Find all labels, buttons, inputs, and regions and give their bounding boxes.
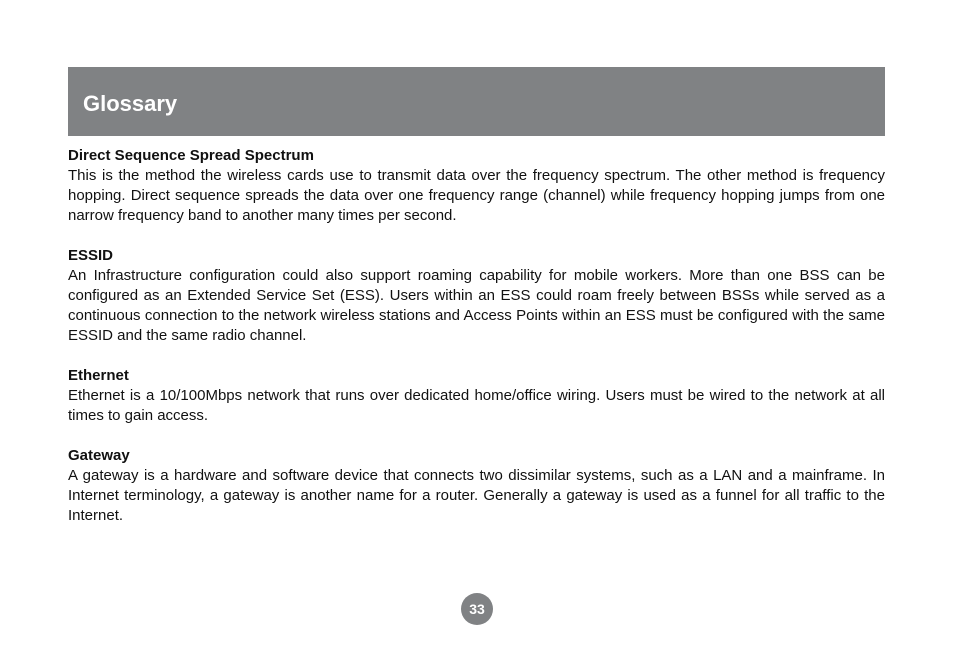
glossary-term: Gateway	[68, 447, 130, 464]
glossary-definition: This is the method the wireless cards use to transmit data over the frequency spectrum. The other method is frequency hopping. Direct sequence spreads the data over one frequency range (channel) while frequency hopping jumps from one narrow frequency band to another many times per second.	[68, 167, 885, 224]
page-title: Glossary	[83, 91, 178, 116]
glossary-header-bar	[68, 67, 885, 136]
glossary-term: Ethernet	[68, 367, 129, 384]
glossary-entry-dsss	[68, 146, 885, 226]
glossary-definition: An Infrastructure configuration could also support roaming capability for mobile workers. More than one BSS can be configured as an Extended Service Set (ESS). Users within an ESS could roam freely between BSSs while served as a continuous connection to the network wireless stations and Access Points within an ESS must be configured with the same ESSID and the same radio channel.	[68, 267, 885, 344]
glossary-definition: A gateway is a hardware and software device that connects two dissimilar systems, such as a LAN and a mainframe. In Internet terminology, a gateway is another name for a router. Generally a gateway is used as a funnel for all traffic to the Internet.	[68, 467, 885, 524]
glossary-entry-gateway	[68, 446, 885, 526]
page-number-badge: 33	[461, 593, 493, 625]
glossary-definition: Ethernet is a 10/100Mbps network that runs over dedicated home/office wiring. Users must be wired to the network at all times to gain access.	[68, 387, 885, 424]
glossary-entry-ethernet	[68, 366, 885, 426]
glossary-entry-essid	[68, 246, 885, 346]
glossary-term: Direct Sequence Spread Spectrum	[68, 147, 314, 164]
glossary-content	[68, 146, 885, 546]
glossary-term: ESSID	[68, 247, 114, 264]
